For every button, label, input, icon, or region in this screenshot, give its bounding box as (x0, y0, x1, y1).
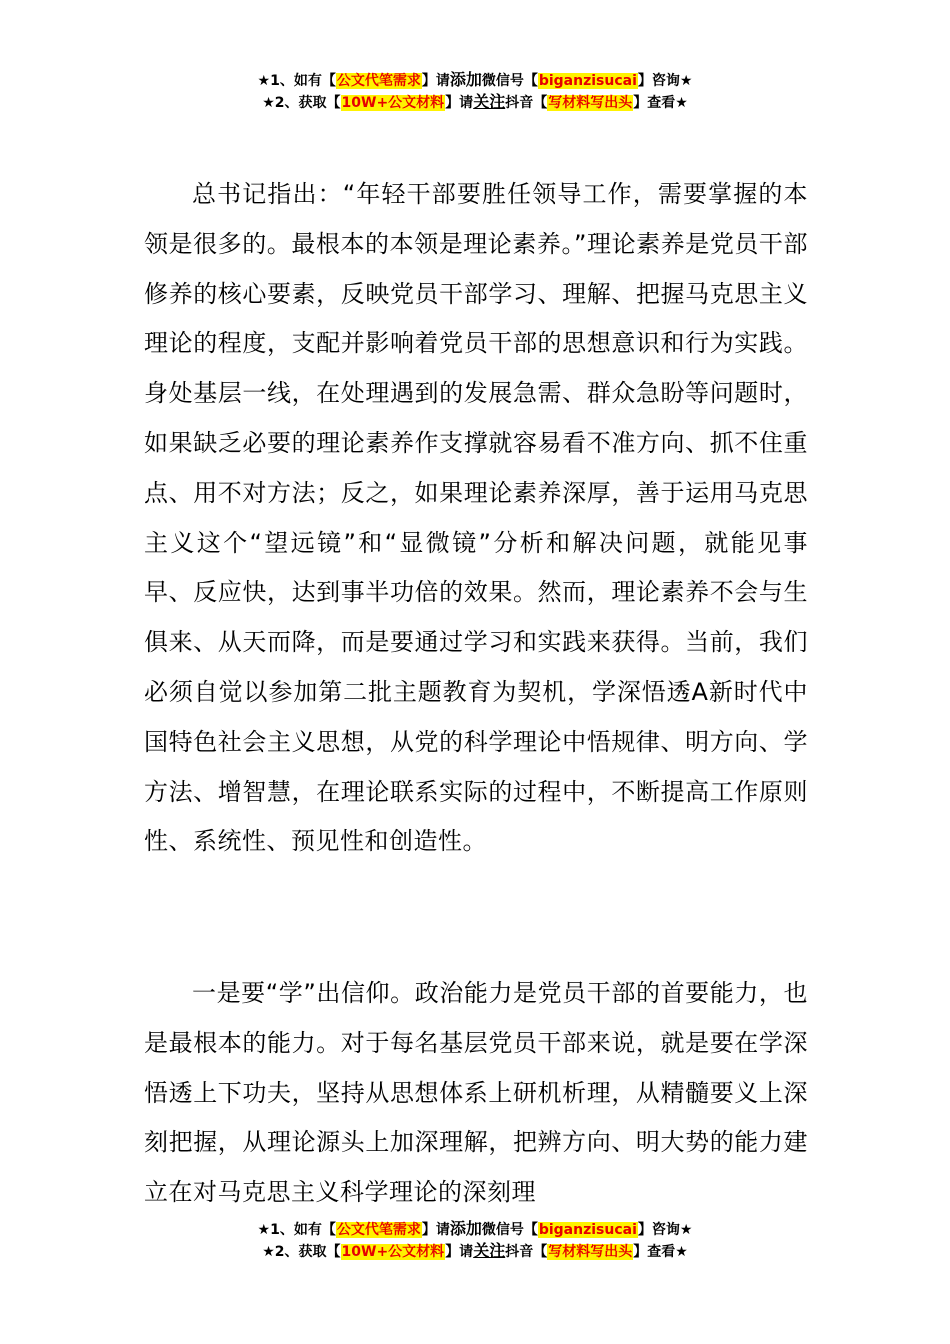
banner-emphasis: 关注 (473, 1241, 506, 1260)
banner-highlight: 10W+公文材料 (341, 1244, 445, 1260)
header-banner (0, 69, 950, 113)
paragraph-text: 一是要“学”出信仰。政治能力是党员干部的首要能力，也是最根本的能力。对于每名基层党员干部来说，就是要在学深悟透上下功夫，坚持从思想体系上研机析理，从精髓要义上深刻把握，从理论源头上加深理解，把辨方向、明大势的能力建立在对马克思主义科学理论的深刻理 (144, 979, 808, 1207)
banner-highlight: 写材料写出头 (548, 95, 633, 111)
banner-line-1 (0, 69, 950, 91)
body-paragraph-2 (144, 969, 808, 1218)
banner-line-2 (0, 91, 950, 113)
banner-text: ★1、如有【 (257, 73, 336, 89)
banner-emphasis: 关注 (473, 92, 506, 111)
banner-emphasis: 添加 (449, 1219, 482, 1238)
banner-highlight: biganzisucai (538, 1222, 637, 1238)
banner-text: ★1、如有【 (257, 1222, 336, 1238)
banner-highlight: 写材料写出头 (548, 1244, 633, 1260)
banner-text: 】请 (421, 73, 450, 89)
banner-highlight: 10W+公文材料 (341, 95, 445, 111)
banner-text: 】请 (421, 1222, 450, 1238)
banner-line-1 (0, 1218, 950, 1240)
banner-text: 】请 (445, 1244, 474, 1260)
banner-text: 抖音【 (505, 95, 548, 111)
paragraph-text: 总书记指出：“年轻干部要胜任领导工作，需要掌握的本领是很多的。最根本的本领是理论素养。”理论素养是党员干部修养的核心要素，反映党员干部学习、理解、把握马克思主义理论的程度，支配并影响着党员干部的思想意识和行为实践。身处基层一线，在处理遇到的发展急需、群众急盼等问题时，如果缺乏必要的理论素养作支撑就容易看不准方向、抓不住重点、用不对方法；反之，如果理论素养深厚，善于运用马克思主义这个“望远镜”和“显微镜”分析和解决问题，就能见事早、反应快，达到事半功倍的效果。然而，理论素养不会与生俱来、从天而降，而是要通过学习和实践来获得。当前，我们必须自觉以参加第二批主题教育为契机，学深悟透A新时代中国特色社会主义思想，从党的科学理论中悟规律、明方向、学方法、增智慧，在理论联系实际的过程中，不断提高工作原则性、系统性、预见性和创造性。 (144, 180, 808, 856)
banner-text: ★2、获取【 (262, 95, 341, 111)
banner-line-2 (0, 1240, 950, 1262)
banner-text: 】咨询★ (637, 1222, 693, 1238)
banner-text: 微信号【 (481, 73, 538, 89)
footer-banner (0, 1218, 950, 1262)
banner-text: 微信号【 (481, 1222, 538, 1238)
banner-emphasis: 添加 (449, 70, 482, 89)
banner-text: 】咨询★ (637, 73, 693, 89)
banner-highlight: 公文代笔需求 (336, 1222, 421, 1238)
banner-text: 】查看★ (633, 1244, 688, 1260)
banner-highlight: 公文代笔需求 (336, 73, 421, 89)
banner-highlight: biganzisucai (538, 73, 637, 89)
banner-text: ★2、获取【 (262, 1244, 341, 1260)
banner-text: 抖音【 (505, 1244, 548, 1260)
banner-text: 】请 (445, 95, 474, 111)
banner-text: 】查看★ (633, 95, 688, 111)
body-paragraph-1 (144, 170, 808, 867)
